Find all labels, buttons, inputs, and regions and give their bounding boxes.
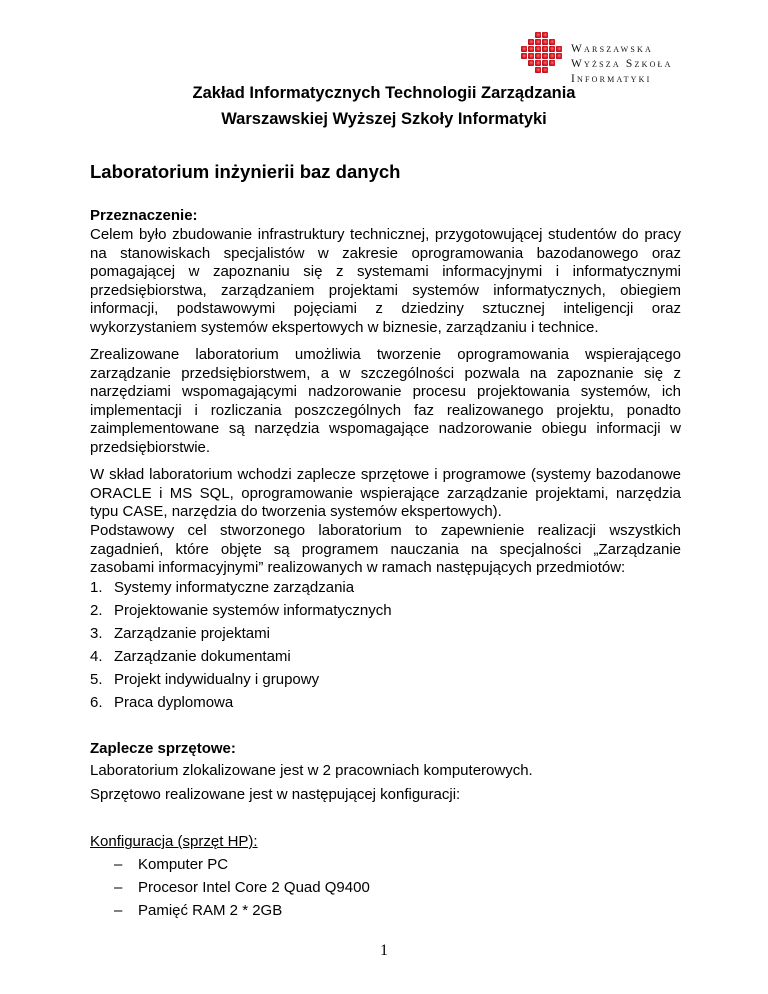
list-label: Projektowanie systemów informatycznych [114, 602, 392, 619]
logo-text [571, 42, 673, 87]
config-item-label: Komputer PC [138, 856, 229, 873]
config-item-label: Pamięć RAM 2 * 2GB [138, 902, 283, 919]
list-label: Zarządzanie projektami [114, 625, 270, 642]
list-number: 4. [90, 648, 103, 665]
list-item [90, 602, 392, 619]
logo-line-1: Warszawska [571, 43, 653, 55]
config-item-label: Procesor Intel Core 2 Quad Q9400 [138, 879, 370, 896]
list-label: Praca dyplomowa [114, 694, 234, 711]
config-item [114, 856, 228, 873]
list-number: 6. [90, 694, 103, 711]
header-line-2: Warszawskiej Wyższej Szkoły Informatyki [221, 110, 547, 128]
config-heading: Konfiguracja (sprzęt HP): [90, 833, 258, 850]
hardware-paragraph-2: Sprzętowo realizowane jest w następującej konfiguracji: [90, 786, 461, 803]
purpose-heading: Przeznaczenie: [90, 207, 198, 224]
logo-mosaic-icon [519, 30, 569, 86]
dash-bullet: – [114, 879, 123, 896]
list-item [90, 694, 233, 711]
config-item [114, 879, 370, 896]
dash-bullet: – [114, 902, 123, 919]
hardware-heading: Zaplecze sprzętowe: [90, 740, 236, 757]
list-number: 1. [90, 579, 103, 596]
logo-line-2: Wyższa Szkoła [571, 58, 673, 70]
hardware-paragraph-1: Laboratorium zlokalizowane jest w 2 pracowniach komputerowych. [90, 762, 533, 779]
page-number: 1 [380, 942, 388, 959]
purpose-paragraph-1: Celem było zbudowanie infrastruktury technicznej, przygotowującej studentów do pracy na stanowiskach specjalistów w zakresie oprogramowania bazodanowego oraz pomagającej w zapoznaniu się z systemami informacyjnymi i informatycznymi przedsiębiorstwa, zarządzaniem projektami systemów informatycznych, obiegiem informacji, podstawowymi pojęciami z dziedziny sztucznej inteligencji oraz wykorzystaniem systemów ekspertowych w biznesie, zarządzaniu i technice. [90, 226, 681, 336]
config-item [114, 902, 282, 919]
list-number: 5. [90, 671, 103, 688]
list-number: 3. [90, 625, 103, 642]
list-label: Zarządzanie dokumentami [114, 648, 291, 665]
purpose-paragraph-3: W skład laboratorium wchodzi zaplecze sprzętowe i programowe (systemy bazodanowe ORACLE i MS SQL, oprogramowanie wspierające zarządzanie projektami, narzędzia typu CASE, narzędzia do tworzenia systemów ekspertowych). [90, 466, 681, 520]
purpose-paragraph-4: Podstawowy cel stworzonego laboratorium to zapewnienie realizacji wszystkich zagadnień, które objęte są programem nauczania na specjalności „Zarządzanie zasobami informacyjnymi” realizowanych w ramach następujących przedmiotów: [90, 522, 681, 576]
list-item [90, 648, 291, 665]
list-label: Projekt indywidualny i grupowy [114, 671, 320, 688]
list-item [90, 671, 319, 688]
dash-bullet: – [114, 856, 123, 873]
page-title: Laboratorium inżynierii baz danych [90, 161, 401, 182]
list-item [90, 625, 270, 642]
purpose-paragraph-2: Zrealizowane laboratorium umożliwia tworzenie oprogramowania wspierającego zarządzanie przedsiębiorstwem, a w szczególności pozwala na zapoznanie się z narzędziami wspomagającymi nadzorowanie procesu projektowania systemów, ich implementacji i rozliczania poszczególnych faz realizowanego projektu, ponadto zaimplementowane są narzędzia wspomagające nadzorowanie obiegu informacji w przedsiębiorstwie. [90, 346, 681, 456]
list-number: 2. [90, 602, 103, 619]
logo-line-3: Informatyki [571, 73, 652, 85]
wwsi-logo [519, 30, 679, 90]
list-item [90, 579, 354, 596]
list-label: Systemy informatyczne zarządzania [114, 579, 355, 596]
header-line-1: Zakład Informatycznych Technologii Zarządzania [192, 84, 576, 102]
